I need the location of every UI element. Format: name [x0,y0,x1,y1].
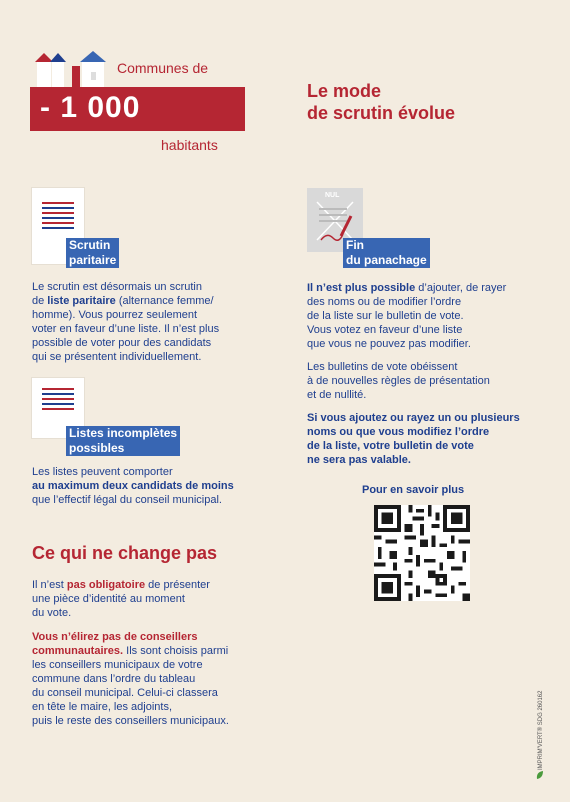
listes-tag: Listes incomplètes possibles [66,426,180,456]
qr-code[interactable] [374,505,470,601]
scrutin-tag: Scrutin paritaire [66,238,119,268]
panachage-warning: Si vous ajoutez ou rayez un ou plusieurs noms ou que vous modifiez l’ordre de la liste, votre bulletin de vote ne sera pas valable. [307,412,520,466]
nul-label: NUL [325,192,340,199]
inchange-paragraph-2: Vous n’élirez pas de conseillers communautaires. Ils sont choisis parmi les conseillers municipaux de votre commune dans l’ordre du tableau du conseil municipal. Celui-ci classera en tête le maire, les adjoints, puis le reste des conseillers municipaux. [32,631,229,727]
page-title: Le mode de scrutin évolue [307,81,456,123]
more-info-label: Pour en savoir plus [362,484,465,496]
population-threshold: - 1 000 [40,91,141,124]
habitants-label: habitants [161,137,218,153]
communes-de-label: Communes de [117,60,209,76]
listes-paragraph: Les listes peuvent comporter au maximum deux candidats de moins que l’effectif légal du conseil municipal. [32,466,234,506]
imprim-vert-mark: IMPRIM'VERT® SDG 260162 [538,690,544,770]
section-title-inchange: Ce qui ne change pas [32,543,218,563]
leaf-icon [536,770,544,780]
panachage-paragraph-2: Les bulletins de vote obéissent à de nouvelles règles de présentation et de nullité. [307,361,490,401]
panachage-paragraph-1: Il n’est plus possible d’ajouter, de rayer des noms ou de modifier l’ordre de la liste sur le bulletin de vote. Vous votez en faveur d’une liste que vous ne pouvez pas modifier. [307,282,507,350]
houses-icon [34,50,114,90]
inchange-paragraph-1: Il n’est pas obligatoire de présenter une pièce d’identité au moment du vote. [32,579,210,619]
panachage-tag: Fin du panachage [343,238,430,268]
scrutin-paragraph: Le scrutin est désormais un scrutin de liste paritaire (alternance femme/ homme). Vous pourrez seulement voter en faveur d’une liste. Il n’est plus possible de voter pour des candidats qui se présentent individuellement. [32,281,220,363]
